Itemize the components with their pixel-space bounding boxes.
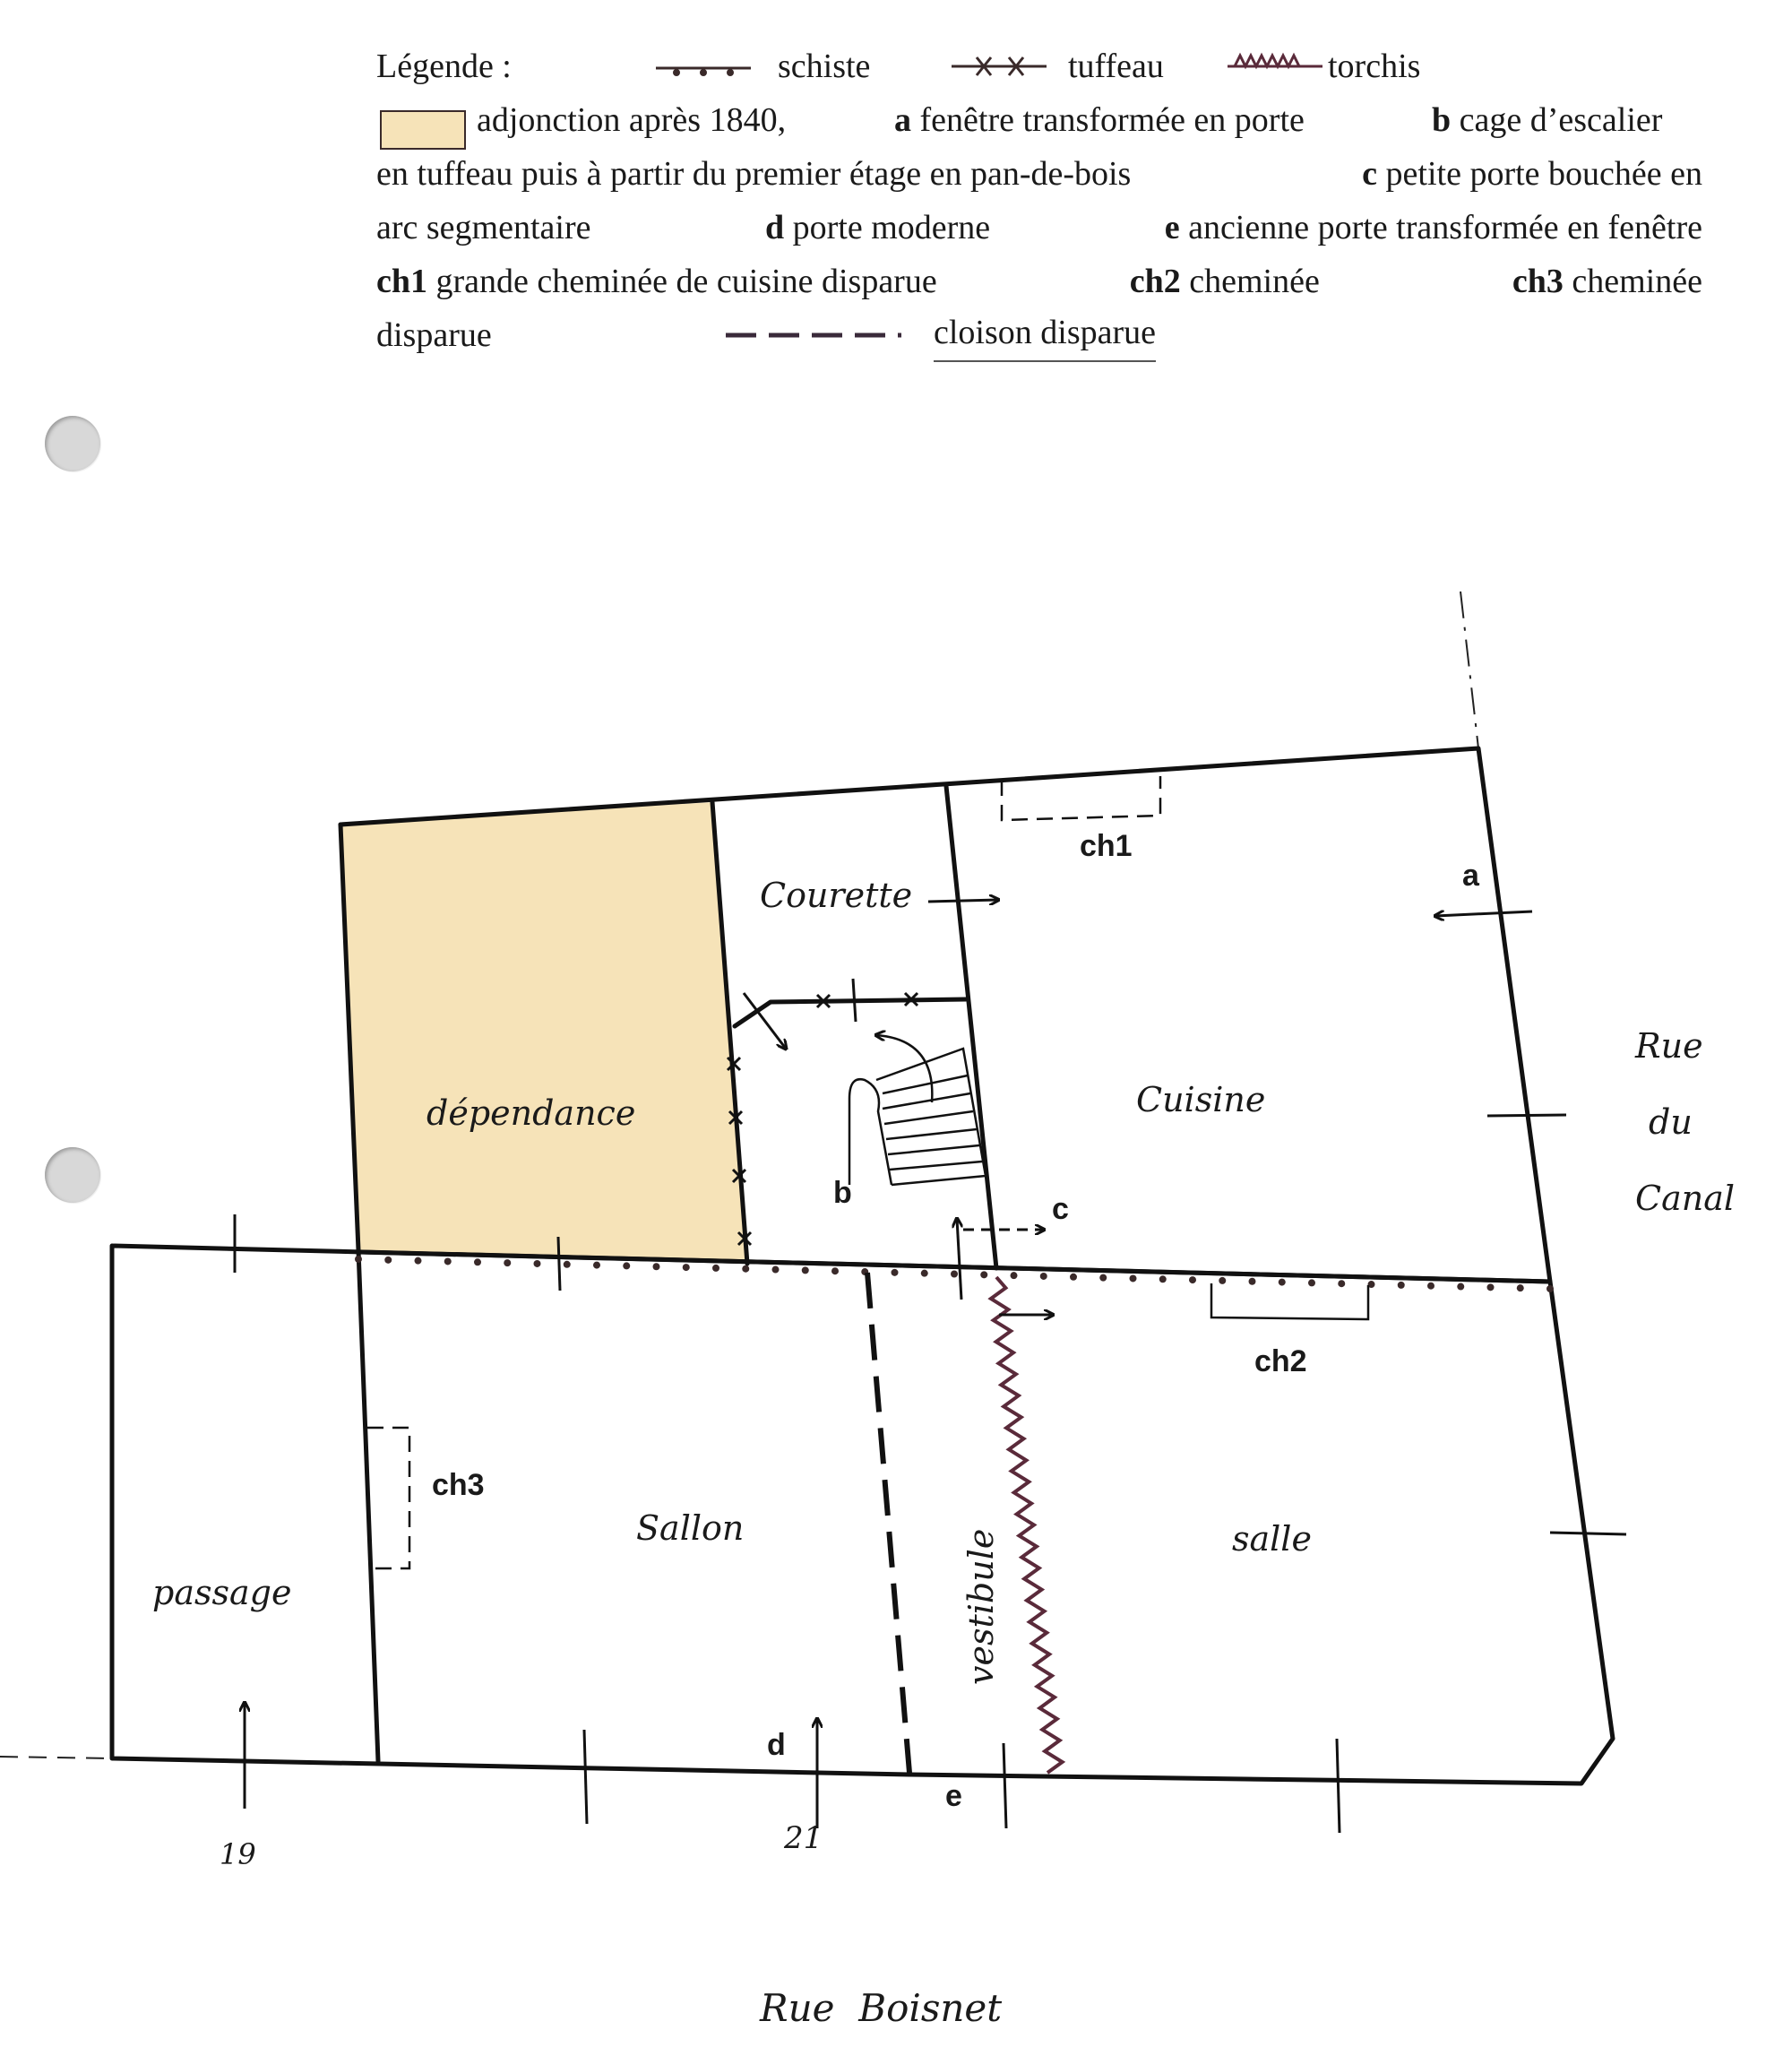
room-passage: passage [152,1573,292,1612]
legend-ch2-text: cheminée [1189,263,1320,300]
schiste-dot [1546,1285,1554,1292]
legend-e-key: e [1164,209,1180,246]
schiste-dot [1487,1283,1495,1291]
schiste-dot [534,1260,541,1267]
staircase [849,1035,986,1185]
legend-b-text-2: en tuffeau puis à partir du premier étage en pan-de-bois [376,155,1132,193]
schiste-dot [1457,1283,1464,1291]
room-sallon: Sallon [636,1508,745,1548]
legend-torchis: torchis [1328,48,1421,85]
stair-cage-top-wall [735,999,966,1026]
schiste-dot [1040,1273,1047,1280]
schiste-dot [683,1264,690,1271]
schiste-dot [1338,1280,1345,1287]
legend-d-key: d [765,209,785,246]
schiste-dot [951,1271,958,1278]
cloison-disparue-line [867,1273,909,1773]
torchis-wall [991,1277,1063,1773]
legend-ch1-key: ch1 [376,263,427,300]
schiste-dot [1070,1274,1077,1281]
schiste-dot [1427,1283,1434,1290]
legend-a-key: a [894,101,911,139]
house-number-19: 19 [220,1837,256,1871]
mark-c: c [1052,1192,1069,1226]
schiste-dot [623,1262,630,1269]
mark-ch2: ch2 [1254,1344,1307,1378]
dependance-fill [340,802,747,1264]
schiste-dot [474,1258,481,1265]
ch2-outline [1211,1283,1368,1319]
schiste-dot [653,1263,660,1270]
schiste-dot [355,1256,362,1263]
mark-ch1: ch1 [1080,829,1133,863]
b-arrow [957,1219,961,1300]
room-cuisine: Cuisine [1136,1080,1266,1119]
mark-d: d [767,1728,786,1762]
legend-a-text: fenêtre transformée en porte [919,101,1305,139]
legend-adjonction: adjonction après 1840, [477,101,787,139]
street-axis-line [0,1757,112,1758]
legend-ch2-key: ch2 [1129,263,1181,300]
schiste-dot [772,1266,780,1274]
front-block-outline [112,1246,1613,1784]
street-canal-2: du [1649,1102,1693,1142]
tuffeau-crosses [728,979,918,1245]
legend-ch3-key: ch3 [1512,263,1564,300]
schiste-dot [1249,1278,1256,1285]
legend-c-key: c [1362,155,1378,193]
mark-e: e [945,1779,962,1813]
room-vestibule: vestibule [961,1528,1001,1685]
legend-tuffeau: tuffeau [1068,48,1164,85]
schiste-dot [415,1257,422,1265]
schiste-dot [1011,1272,1018,1279]
legend-ch3-text-1: cheminée [1572,263,1702,300]
schiste-dot [1279,1279,1286,1286]
schiste-dot [1189,1276,1196,1283]
schiste-wall-dots [355,1252,1554,1292]
mark-ch3: ch3 [432,1468,485,1502]
schiste-dot [980,1271,987,1278]
schiste-dot [384,1257,392,1264]
legend-d-text: porte moderne [792,209,991,246]
legend-schiste: schiste [778,48,871,85]
schiste-dot [1308,1279,1315,1286]
legend-e-text: ancienne porte transformée en fenêtre [1188,209,1702,246]
legend-ch1-text: grande cheminée de cuisine disparue [435,263,937,300]
legend-b-text-1: cage d’escalier [1459,101,1663,139]
legend-heading: Légende : [376,48,512,85]
schiste-dot [1219,1277,1226,1284]
legend-ch3-text-2: disparue [376,316,492,354]
street-canal-3: Canal [1635,1179,1736,1218]
schiste-dot [831,1267,839,1274]
schiste-dot [504,1259,511,1266]
courette-arrow [928,900,998,902]
schiste-dot [742,1265,749,1273]
legend-c-text-1: petite porte bouchée en [1385,155,1702,193]
property-axis-line [1460,592,1478,748]
cuisine-left-wall [946,786,996,1268]
schiste-dot [892,1269,899,1276]
street-boisnet: Rue Boisnet [760,1986,1003,2030]
mark-b: b [833,1176,852,1210]
a-arrow [1435,911,1532,916]
schiste-dot [593,1262,600,1269]
schiste-dot [921,1270,928,1277]
legend-cloison: cloison disparue [934,308,1156,362]
schiste-dot [1099,1274,1107,1282]
ch3-outline [367,1428,409,1568]
schiste-dot [1130,1274,1137,1282]
schiste-dot [802,1266,809,1274]
schiste-dot [564,1261,571,1268]
passage-right-wall [358,1250,378,1761]
schiste-dot [1517,1284,1524,1291]
room-courette: Courette [760,876,913,915]
house-number-21: 21 [784,1820,823,1856]
legend-b-key: b [1432,101,1452,139]
schiste-dot [1398,1282,1405,1289]
schiste-dot [1159,1275,1167,1283]
street-canal-1: Rue [1635,1026,1703,1066]
room-dependance: dépendance [426,1093,636,1133]
schiste-dot [444,1257,452,1265]
ch1-outline [1002,776,1160,820]
mark-a: a [1462,859,1479,893]
schiste-dot [712,1265,719,1272]
room-salle: salle [1232,1519,1312,1559]
legend-c-text-2: arc segmentaire [376,209,591,246]
